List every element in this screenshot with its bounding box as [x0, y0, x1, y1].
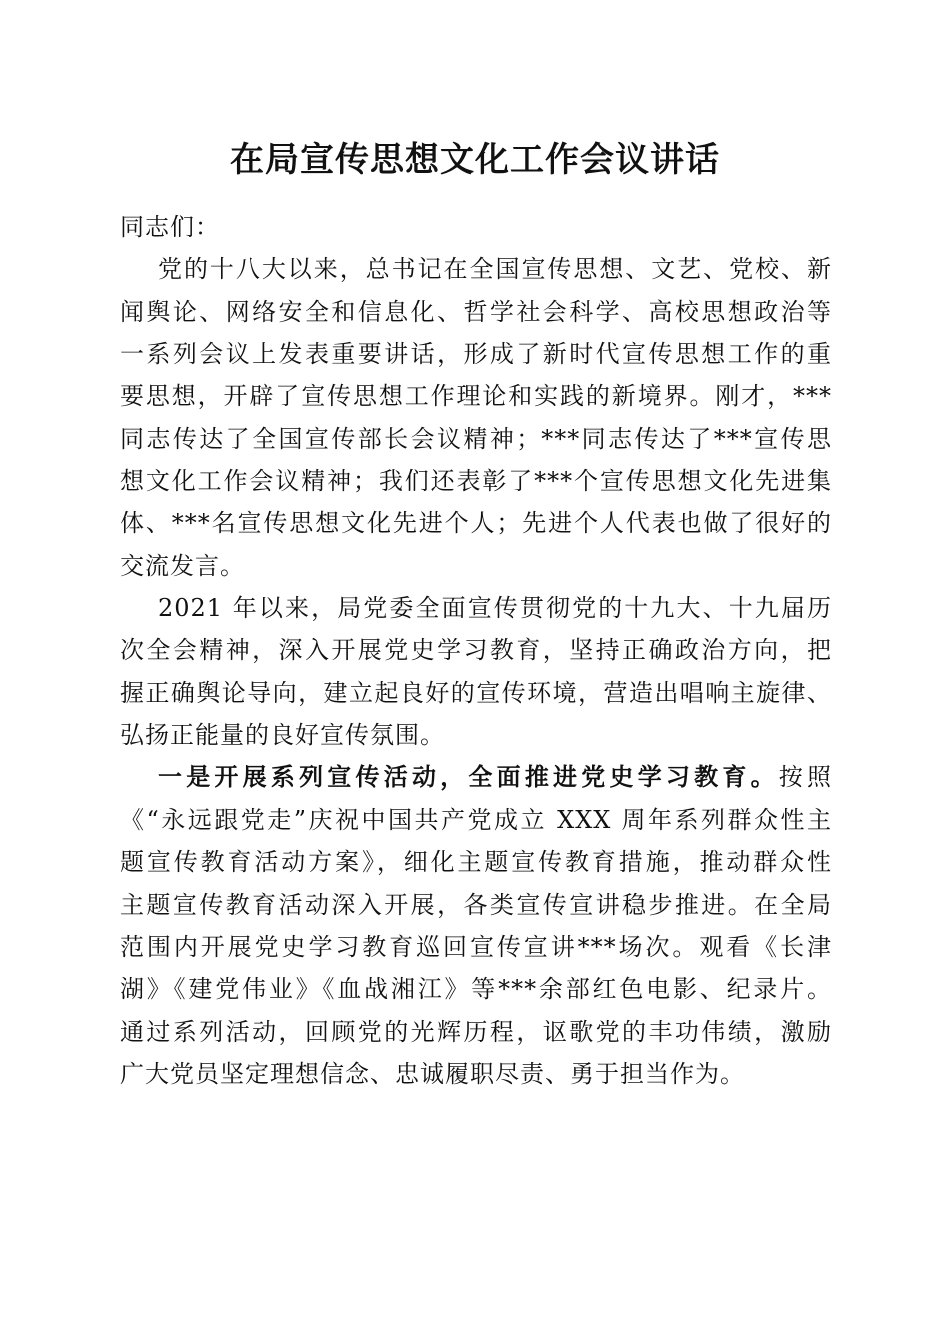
paragraph-line: 同志传达了全国宣传部长会议精神；***同志传达了***宣传思	[120, 424, 832, 453]
paragraph-1	[120, 248, 832, 587]
paragraph-lead-bold: 一是开展系列宣传活动，全面推进党史学习教育。	[158, 762, 779, 792]
paragraph-line: 党的十八大以来，总书记在全国宣传思想、文艺、党校、新	[158, 255, 832, 284]
paragraph-line: 主题宣传教育活动深入开展，各类宣传宣讲稳步推进。在全局	[120, 890, 832, 919]
paragraph-line: 通过系列活动，回顾党的光辉历程，讴歌党的丰功伟绩，激励	[120, 1017, 832, 1046]
paragraph-line: 交流发言。	[120, 551, 245, 580]
paragraph-lead-rest: 按照	[778, 763, 832, 792]
paragraph-line: 要思想，开辟了宣传思想工作理论和实践的新境界。刚才，***	[120, 382, 832, 411]
document-body	[120, 206, 832, 1095]
paragraph-line: 2021 年以来，局党委全面宣传贯彻党的十九大、十九届历	[158, 594, 832, 623]
paragraph-line: 题宣传教育活动方案》，细化主题宣传教育措施，推动群众性	[120, 848, 832, 877]
paragraph-line: 一系列会议上发表重要讲话，形成了新时代宣传思想工作的重	[120, 340, 832, 369]
paragraph-line: 广大党员坚定理想信念、忠诚履职尽责、勇于担当作为。	[120, 1059, 745, 1088]
paragraph-line: 次全会精神，深入开展党史学习教育，坚持正确政治方向，把	[120, 636, 832, 665]
paragraph-3	[120, 756, 832, 1095]
paragraph-line: 湖》《建党伟业》《血战湘江》等***余部红色电影、纪录片。	[120, 975, 832, 1004]
document-title: 在局宣传思想文化工作会议讲话	[230, 140, 720, 180]
paragraph-line: 想文化工作会议精神；我们还表彰了***个宣传思想文化先进集	[120, 467, 832, 496]
paragraph-line: 握正确舆论导向，建立起良好的宣传环境，营造出唱响主旋律、	[120, 678, 832, 707]
paragraph-line: 范围内开展党史学习教育巡回宣传宣讲***场次。观看《长津	[120, 932, 832, 961]
paragraph-2	[120, 587, 832, 756]
paragraph-line: 《“永远跟党走”庆祝中国共产党成立 XXX 周年系列群众性主	[120, 805, 832, 834]
paragraph-line: 体、***名宣传思想文化先进个人；先进个人代表也做了很好的	[120, 509, 832, 538]
paragraph-line: 闻舆论、网络安全和信息化、哲学社会科学、高校思想政治等	[120, 297, 832, 326]
paragraph-line-first	[120, 756, 832, 798]
paragraph-line: 弘扬正能量的良好宣传氛围。	[120, 721, 445, 750]
salutation: 同志们：	[120, 213, 220, 241]
